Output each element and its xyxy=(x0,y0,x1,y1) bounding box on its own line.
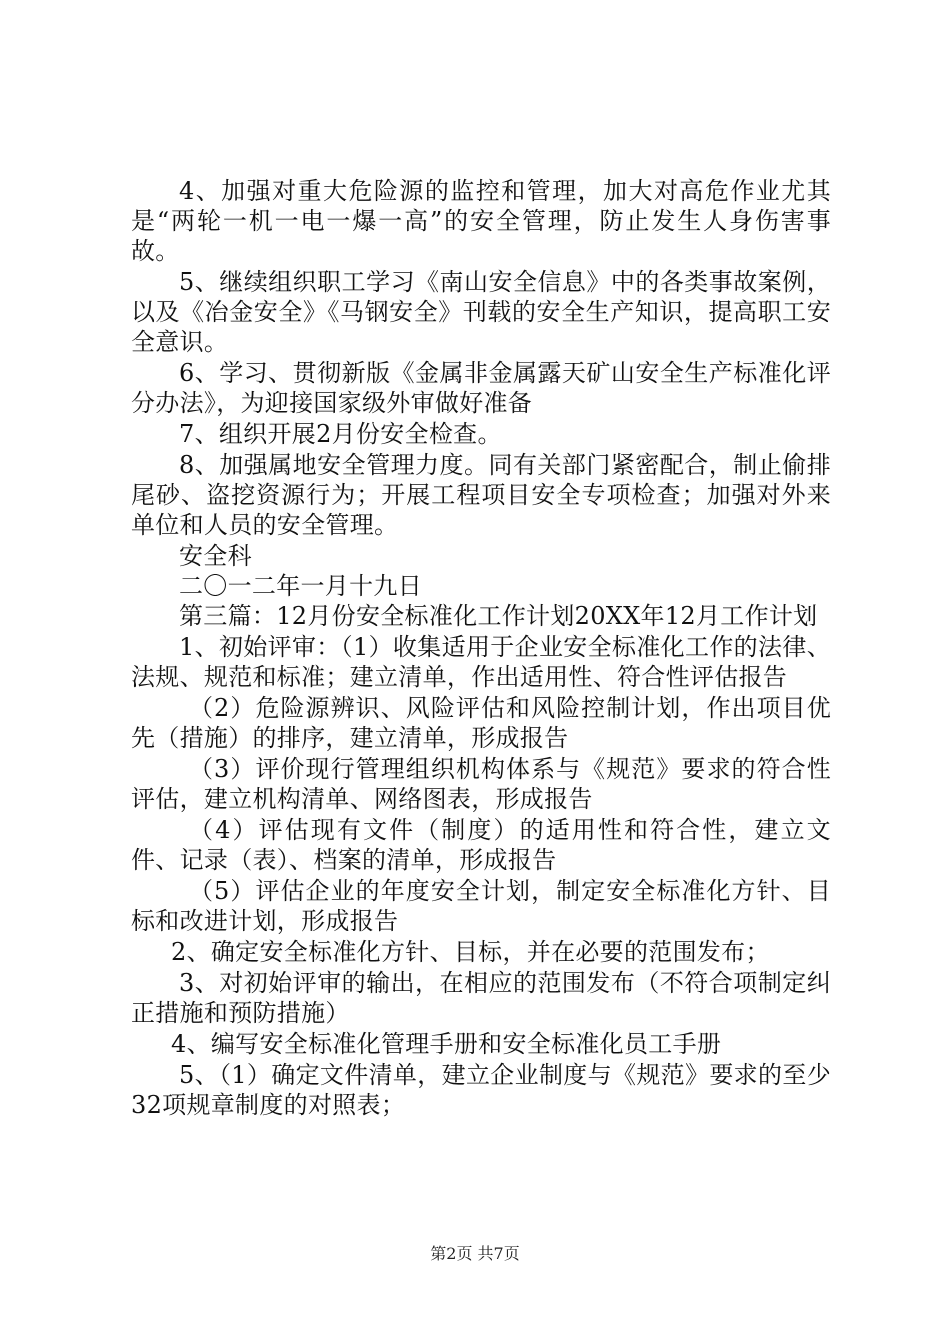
plan-subitem-3: （3）评价现行管理组织机构体系与《规范》要求的符合性评估，建立机构清单、网络图表，形成报告 xyxy=(131,755,831,813)
signature-department: 安全科 xyxy=(179,542,252,570)
page-footer xyxy=(0,1244,950,1264)
plan-item-5: 5、（1）确定文件清单，建立企业制度与《规范》要求的至少32项规章制度的对照表； xyxy=(131,1061,831,1119)
plan-subitem-4: （4）评估现有文件（制度）的适用性和符合性，建立文件、记录（表）、档案的清单，形成报告 xyxy=(131,816,831,874)
paragraph-item-4: 4、加强对重大危险源的监控和管理，加大对高危作业尤其是“两轮一机一电一爆一高”的安全管理，防止发生人身伤害事故。 xyxy=(131,177,831,265)
paragraph-item-6: 6、学习、贯彻新版《金属非金属露天矿山安全生产标准化评分办法》，为迎接国家级外审做好准备 xyxy=(131,359,831,417)
plan-item-4: 4、编写安全标准化管理手册和安全标准化员工手册 xyxy=(171,1030,722,1058)
plan-subitem-5: （5）评估企业的年度安全计划，制定安全标准化方针、目标和改进计划，形成报告 xyxy=(131,877,831,935)
plan-item-1: 1、初始评审：（1）收集适用于企业安全标准化工作的法律、法规、规范和标准；建立清单，作出适用性、符合性评估报告 xyxy=(131,633,831,691)
plan-item-2: 2、确定安全标准化方针、目标，并在必要的范围发布； xyxy=(171,938,770,966)
page-number: 第2页 共7页 xyxy=(430,1244,520,1263)
paragraph-item-8: 8、加强属地安全管理力度。同有关部门紧密配合，制止偷排尾砂、盗挖资源行为；开展工程项目安全专项检查；加强对外来单位和人员的安全管理。 xyxy=(131,451,831,539)
document-body xyxy=(131,176,831,1121)
plan-subitem-2: （2）危险源辨识、风险评估和风险控制计划，作出项目优先（措施）的排序，建立清单，形成报告 xyxy=(131,694,831,752)
plan-item-3: 3、对初始评审的输出，在相应的范围发布（不符合项制定纠正措施和预防措施） xyxy=(131,969,831,1027)
signature-date: 二〇一二年一月十九日 xyxy=(179,572,422,600)
section-title: 第三篇：12月份安全标准化工作计划20XX年12月工作计划 xyxy=(179,602,818,630)
paragraph-item-7: 7、组织开展2月份安全检查。 xyxy=(179,420,502,448)
paragraph-item-5: 5、继续组织职工学习《南山安全信息》中的各类事故案例，以及《冶金安全》《马钢安全》刊载的安全生产知识，提高职工安全意识。 xyxy=(131,268,831,356)
